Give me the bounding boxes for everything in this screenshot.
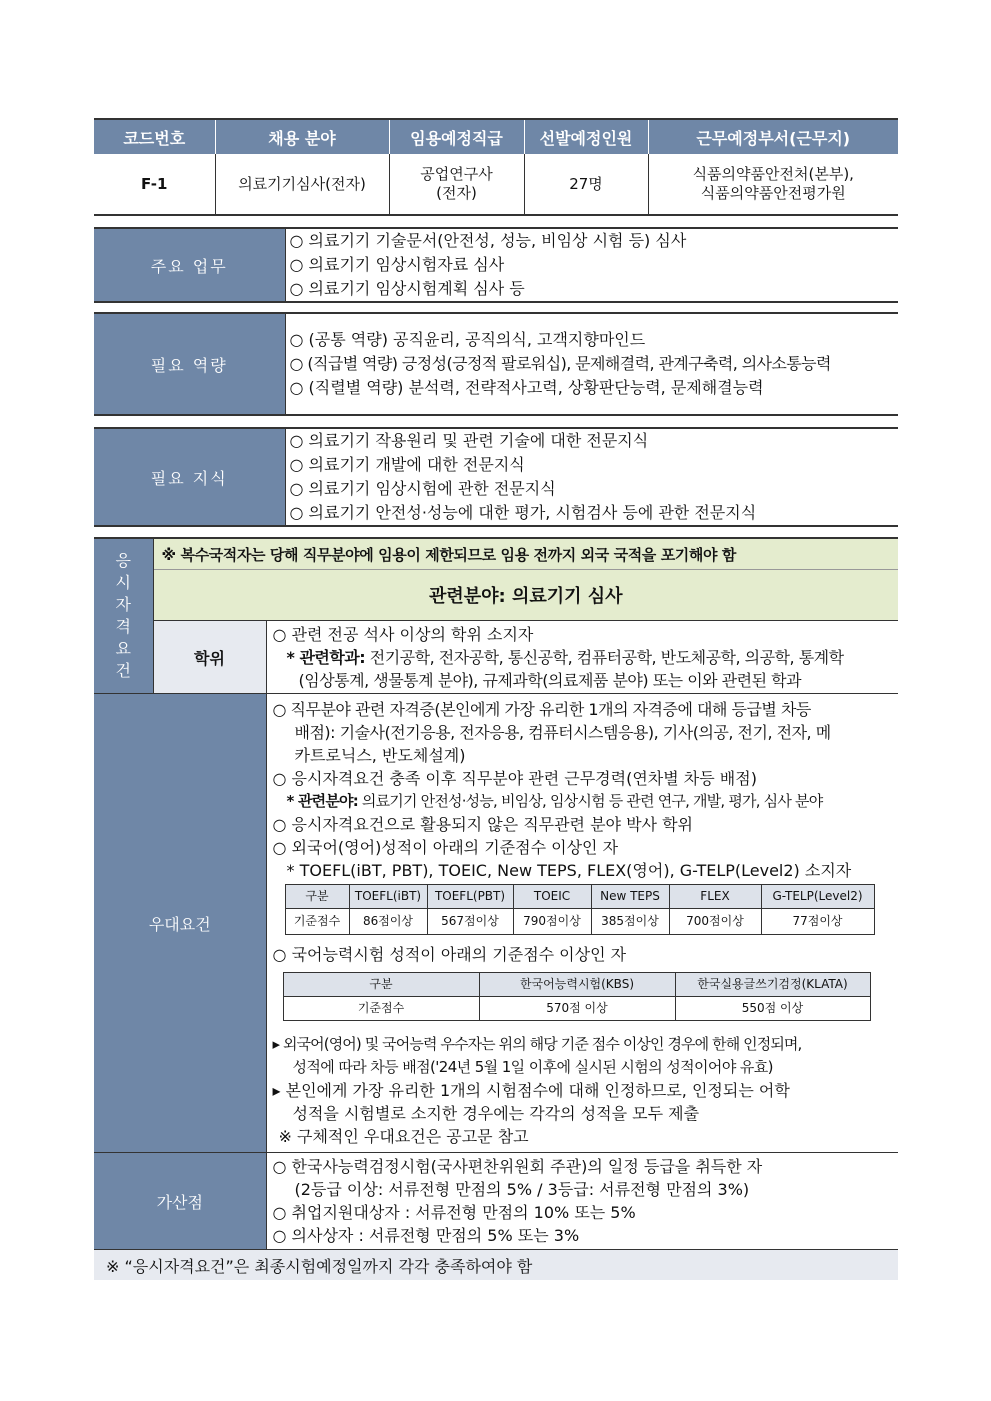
degree-line: (임상통계, 생물통계 분야), 규제과학(의료제품 분야) 또는 이와 관련된 학과 (298, 670, 802, 690)
eng-score-cell: 86점이상 (349, 909, 427, 935)
knowledge-item: ○ 의료기기 작용원리 및 관련 기술에 대한 전문지식 (289, 431, 649, 450)
competency-item: ○ (직급별 역량) 긍정성(긍정적 팔로워십), 문제해결력, 관계구축력, 의사소통능력 (289, 354, 831, 373)
degree-line: ○ 관련 전공 석사 이상의 학위 소지자 (272, 624, 534, 644)
rank-value (389, 154, 524, 215)
preferred-item: ○ 국어능력시험 성적이 아래의 기준점수 이상인 자 (272, 945, 627, 964)
kor-header-cell: 한국실용글쓰기검정(KLATA) (675, 973, 870, 997)
related-dept-list: 전기공학, 전자공학, 통신공학, 컴퓨터공학, 반도체공학, 의공학, 통계학 (365, 647, 844, 667)
related-field-list: 의료기기 안전성·성능, 비임상, 임상시험 등 관련 연구, 개발, 평가, 심사 분야 (357, 792, 823, 810)
col-code: 코드번호 (94, 119, 215, 154)
code-value: F-1 (94, 154, 215, 215)
bonus-item: ○ 취업지원대상자 : 서류전형 만점의 10% 또는 5% (272, 1203, 636, 1222)
bonus-item: ○ 한국사능력검정시험(국사편찬위원회 주관)의 일정 등급을 취득한 자 (272, 1157, 763, 1176)
eng-header-cell: TOEFL(iBT) (349, 885, 427, 909)
qual-char: 요 (115, 639, 131, 658)
qualification-label (94, 539, 153, 694)
kor-header-cell: 한국어능력시험(KBS) (479, 973, 675, 997)
kor-header-cell: 구분 (283, 973, 479, 997)
knowledge-section (94, 427, 898, 527)
qual-char: 응 (115, 551, 131, 570)
competency-body (285, 313, 898, 415)
eng-score-cell: 790점이상 (513, 909, 591, 935)
eng-score-cell: 385점이상 (591, 909, 669, 935)
bonus-item: ○ 의사상자 : 서류전형 만점의 5% 또는 3% (272, 1226, 580, 1245)
degree-line (273, 646, 895, 669)
dept-line1: 식품의약품안전처(본부), (692, 165, 854, 183)
duties-label: 주요 업무 (94, 228, 285, 302)
competency-item: ○ (공통 역량) 공직윤리, 공직의식, 고객지향마인드 (289, 330, 646, 349)
dept-value (648, 154, 898, 215)
eng-header-cell: TOEIC (513, 885, 591, 909)
qual-char: 시 (115, 573, 131, 592)
knowledge-item: ○ 의료기기 개발에 대한 전문지식 (289, 455, 525, 474)
preferred-note: ※ 구체적인 우대요건은 공고문 참고 (278, 1127, 529, 1146)
dept-line2: 식품의약품안전평가원 (700, 184, 846, 202)
duty-item: ○ 의료기기 임상시험계획 심사 등 (289, 279, 525, 298)
related-field-title: 관련분야: 의료기기 심사 (153, 570, 898, 621)
eng-header-cell: G-TELP(Level2) (761, 885, 874, 909)
preferred-item: ○ 응시자격요건 충족 이후 직무분야 관련 근무경력(연차별 차등 배점) (272, 769, 757, 788)
knowledge-item: ○ 의료기기 안전성·성능에 대한 평가, 시험검사 등에 관한 전문지식 (289, 503, 757, 522)
eng-header-cell: 구분 (285, 885, 349, 909)
duty-item: ○ 의료기기 임상시험자료 심사 (289, 255, 505, 274)
preferred-item: ○ 응시자격요건으로 활용되지 않은 직무관련 분야 박사 학위 (272, 815, 694, 834)
preferred-item: ○ 외국어(영어)성적이 아래의 기준점수 이상인 자 (272, 838, 619, 857)
degree-label: 학위 (153, 621, 266, 694)
eng-score-cell: 기준점수 (285, 909, 349, 935)
qual-char: 격 (115, 617, 131, 636)
bonus-body (266, 1153, 898, 1250)
competency-item: ○ (직렬별 역량) 분석력, 전략적사고력, 상황판단능력, 문제해결능력 (289, 378, 764, 397)
rank-line2: (전자) (436, 184, 477, 202)
eng-header-cell: New TEPS (591, 885, 669, 909)
eng-score-cell: 567점이상 (427, 909, 513, 935)
bonus-label: 가산점 (94, 1153, 266, 1250)
competency-label: 필요 역량 (94, 313, 285, 415)
preferred-item: 카트로닉스, 반도체설계) (294, 746, 466, 765)
position-header-table (94, 118, 898, 216)
bonus-item: (2등급 이상: 서류전형 만점의 5% / 3등급: 서류전형 만점의 3%) (294, 1180, 750, 1199)
preferred-item: 배점): 기술사(전기응용, 전자응용, 컴퓨터시스템응용), 기사(의공, 전기, 전자, 메 (294, 723, 831, 742)
preferred-note: 성적에 따라 차등 배점('24년 5월 1일 이후에 실시된 시험의 성적이어야 유효) (292, 1058, 773, 1076)
preferred-label: 우대요건 (94, 694, 266, 1153)
preferred-item (273, 790, 895, 813)
rank-line1: 공업연구사 (420, 165, 493, 183)
col-count: 선발예정인원 (524, 119, 648, 154)
eng-score-cell: 700점이상 (669, 909, 761, 935)
kor-score-cell: 기준점수 (283, 997, 479, 1021)
duty-item: ○ 의료기기 기술문서(안전성, 성능, 비임상 시험 등) 심사 (289, 231, 687, 250)
eng-header-cell: TOEFL(PBT) (427, 885, 513, 909)
dual-citizenship-notice: ※ 복수국적자는 당해 직무분야에 임용이 제한되므로 임용 전까지 외국 국적을 포기해야 함 (153, 539, 898, 570)
eng-score-cell: 77점이상 (761, 909, 874, 935)
degree-body (266, 621, 898, 694)
knowledge-body (285, 428, 898, 526)
col-rank: 임용예정직급 (389, 119, 524, 154)
competency-section (94, 312, 898, 416)
korean-score-table (283, 972, 871, 1021)
english-score-table (285, 884, 875, 935)
related-field-label: * 관련분야: (286, 792, 358, 810)
qual-char: 자 (115, 595, 131, 614)
preferred-note: ▸ 외국어(영어) 및 국어능력 우수자는 위의 해당 기준 점수 이상인 경우에 한해 인정되며, (272, 1035, 802, 1053)
requirements-table (94, 537, 898, 1280)
qual-char: 건 (115, 661, 131, 680)
preferred-item: * TOEFL(iBT, PBT), TOEIC, New TEPS, FLEX(영어), G-TELP(Level2) 소지자 (286, 861, 852, 880)
kor-score-cell: 550점 이상 (675, 997, 870, 1021)
count-value: 27명 (524, 154, 648, 215)
field-value: 의료기기심사(전자) (215, 154, 389, 215)
preferred-body (266, 694, 898, 1153)
col-dept: 근무예정부서(근무지) (648, 119, 898, 154)
preferred-item: ○ 직무분야 관련 자격증(본인에게 가장 유리한 1개의 자격증에 대해 등급별 차등 (272, 700, 811, 719)
preferred-note: ▸ 본인에게 가장 유리한 1개의 시험점수에 대해 인정하므로, 인정되는 어학 (272, 1081, 790, 1100)
footer-note: ※ “응시자격요건”은 최종시험예정일까지 각각 충족하여야 함 (94, 1250, 898, 1281)
knowledge-label: 필요 지식 (94, 428, 285, 526)
duties-section (94, 227, 898, 303)
knowledge-item: ○ 의료기기 임상시험에 관한 전문지식 (289, 479, 556, 498)
kor-score-cell: 570점 이상 (479, 997, 675, 1021)
eng-header-cell: FLEX (669, 885, 761, 909)
duties-body (285, 228, 898, 302)
col-field: 채용 분야 (215, 119, 389, 154)
related-dept-label: * 관련학과: (286, 647, 366, 667)
preferred-note: 성적을 시험별로 소지한 경우에는 각각의 성적을 모두 제출 (292, 1104, 700, 1123)
